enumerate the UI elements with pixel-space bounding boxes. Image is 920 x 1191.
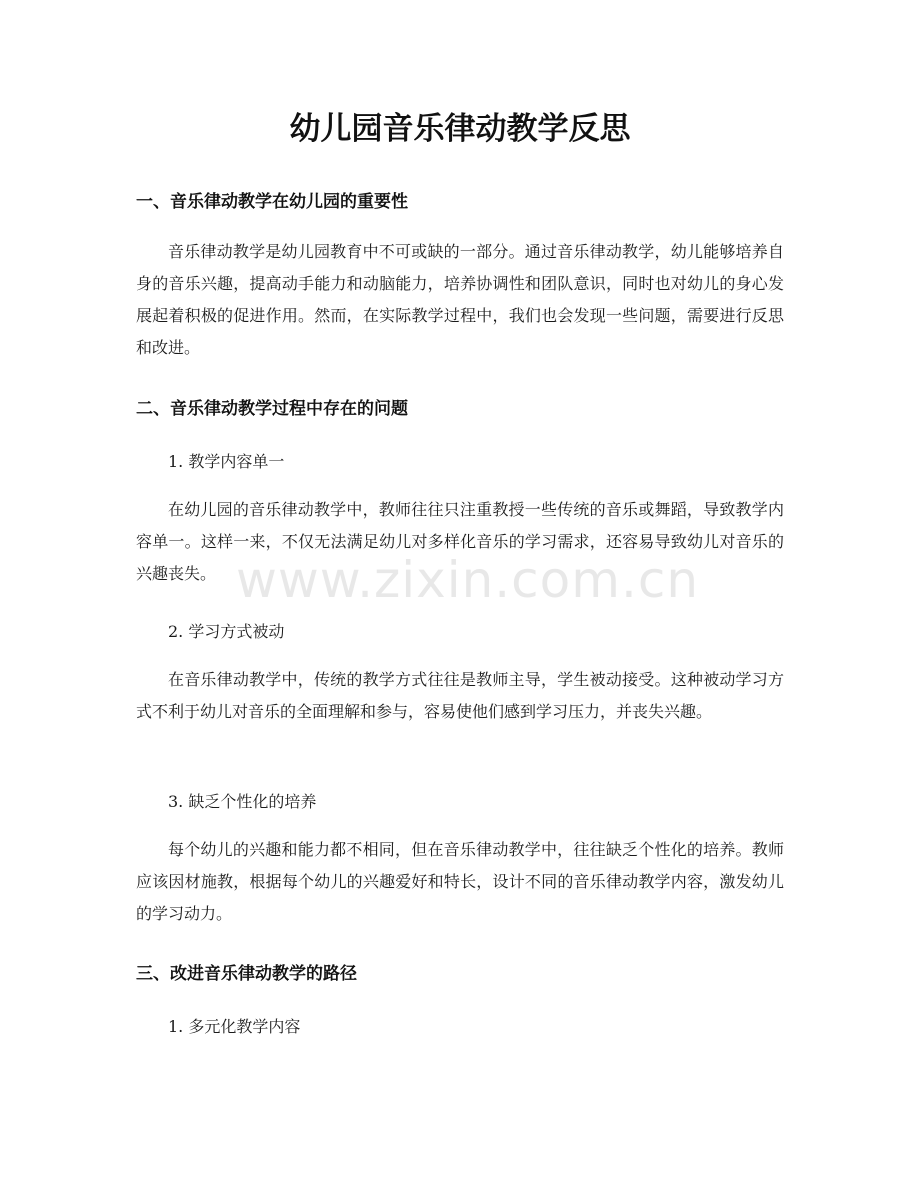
section-heading-3: 三、改进音乐律动教学的路径: [136, 964, 357, 984]
watermark: www.zixin.com.cn: [236, 551, 700, 609]
item-paragraph-2-3: 每个幼儿的兴趣和能力都不相同，但在音乐律动教学中，往往缺乏个性化的培养。教师应该因材施教，根据每个幼儿的兴趣爱好和特长，设计不同的音乐律动教学内容，激发幼儿的学习动力。: [136, 840, 784, 923]
item-paragraph-2-1: 在幼儿园的音乐律动教学中，教师往往只注重教授一些传统的音乐或舞蹈，导致教学内容单一。这样一来，不仅无法满足幼儿对多样化音乐的学习需求，还容易导致幼儿对音乐的兴趣丧失。: [136, 500, 784, 583]
item-title-2-1: 1. 教学内容单一: [168, 452, 285, 471]
item-title-2-3: 3. 缺乏个性化的培养: [168, 792, 317, 811]
item-title-2-2: 2. 学习方式被动: [168, 622, 285, 641]
document-title: 幼儿园音乐律动教学反思: [289, 111, 631, 147]
section-heading-1: 一、音乐律动教学在幼儿园的重要性: [136, 192, 408, 212]
item-title-3-1: 1. 多元化教学内容: [168, 1017, 301, 1036]
section-heading-2: 二、音乐律动教学过程中存在的问题: [136, 399, 408, 419]
item-paragraph-2-2: 在音乐律动教学中，传统的教学方式往往是教师主导，学生被动接受。这种被动学习方式不利于幼儿对音乐的全面理解和参与，容易使他们感到学习压力，并丧失兴趣。: [136, 670, 784, 721]
section-1-paragraph: 音乐律动教学是幼儿园教育中不可或缺的一部分。通过音乐律动教学，幼儿能够培养自身的音乐兴趣，提高动手能力和动脑能力，培养协调性和团队意识，同时也对幼儿的身心发展起着积极的促进作用。然而，在实际教学过程中，我们也会发现一些问题，需要进行反思和改进。: [136, 242, 784, 357]
